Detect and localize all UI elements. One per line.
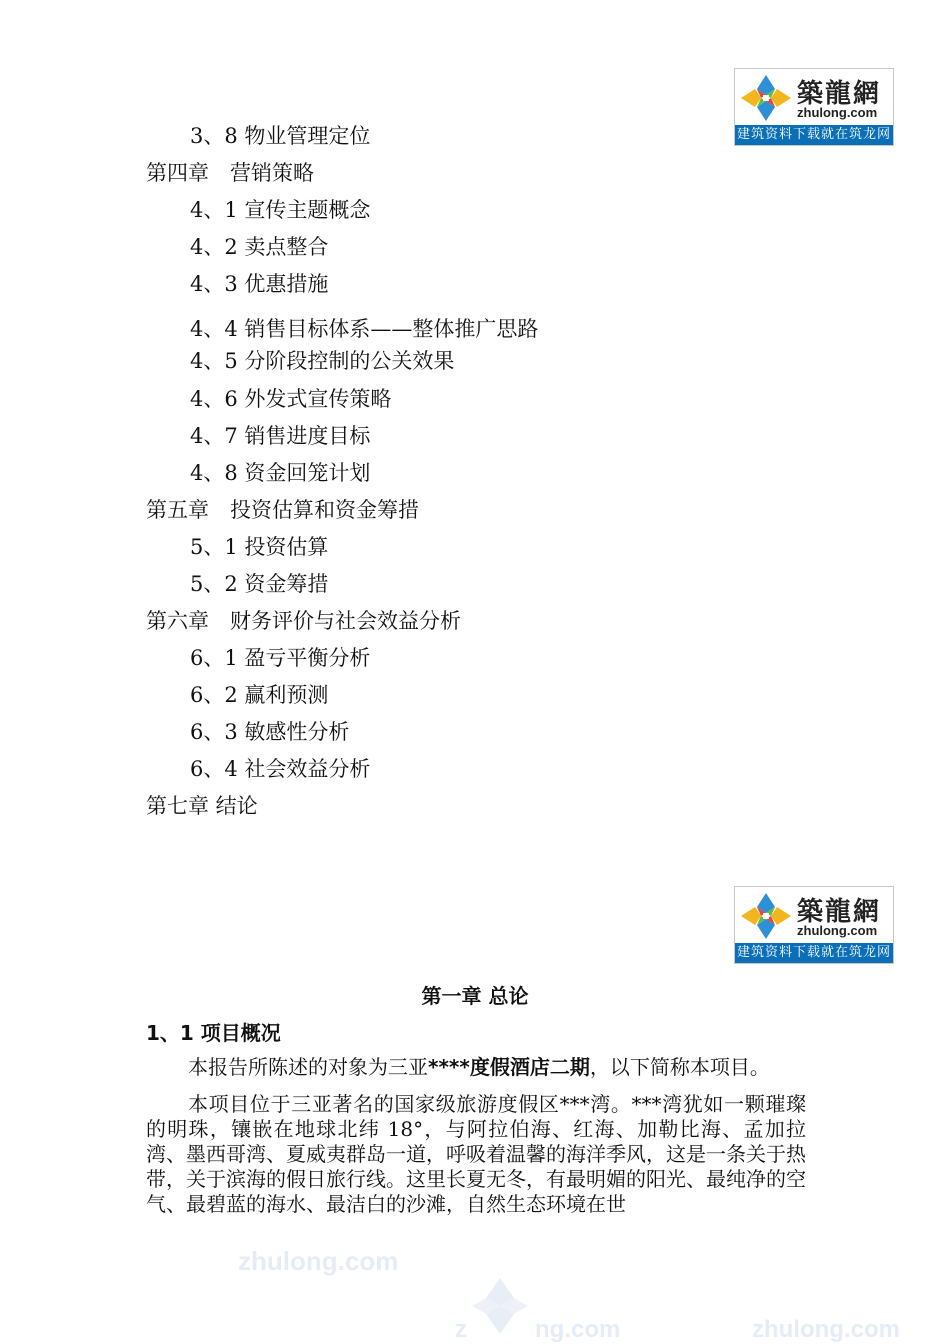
zhulong-logo-icon [739, 891, 793, 941]
logo-domain: zhulong.com [797, 923, 878, 938]
watermark-text-partial: ng.com [535, 1316, 621, 1343]
toc-entry: 4、7 销售进度目标 [190, 424, 371, 448]
zhulong-logo [734, 886, 894, 964]
paragraph-project-object [146, 1055, 806, 1080]
watermark-logo-icon [470, 1276, 530, 1336]
toc-chapter: 第五章 投资估算和资金筹措 [146, 498, 419, 522]
toc-entry: 4、2 卖点整合 [190, 235, 329, 259]
toc-entry: 6、1 盈亏平衡分析 [190, 646, 371, 670]
toc-chapter: 第七章 结论 [146, 794, 258, 818]
paragraph-text: 本报告所陈述的对象为三亚 [188, 1055, 428, 1079]
section-heading: 1、1 项目概况 [146, 1021, 281, 1045]
logo-domain: zhulong.com [797, 105, 878, 120]
toc-entry: 6、2 赢利预测 [190, 683, 329, 707]
toc-entry: 4、4 销售目标体系——整体推广思路 [190, 317, 539, 341]
toc-chapter: 第四章 营销策略 [146, 161, 314, 185]
paragraph-bold-text: ****度假酒店二期 [428, 1055, 590, 1079]
toc-chapter: 第六章 财务评价与社会效益分析 [146, 609, 461, 633]
zhulong-logo-icon [739, 73, 793, 123]
zhulong-logo [734, 68, 894, 146]
toc-entry: 5、2 资金筹措 [190, 572, 329, 596]
paragraph-text: ，以下简称本项目。 [589, 1055, 770, 1079]
watermark-text: zhulong.com [752, 1316, 900, 1343]
logo-chinese-name: 築龍網 [797, 79, 882, 109]
toc-entry: 4、1 宣传主题概念 [190, 198, 371, 222]
watermark-text: zhulong.com [238, 1246, 399, 1276]
toc-entry: 6、3 敏感性分析 [190, 720, 350, 744]
toc-entry: 4、3 优惠措施 [190, 272, 329, 296]
chapter-title: 第一章 总论 [421, 984, 529, 1008]
logo-chinese-name: 築龍網 [797, 897, 882, 927]
logo-tagline: 建筑资料下载就在筑龙网 [735, 943, 893, 963]
toc-entry: 6、4 社会效益分析 [190, 757, 371, 781]
paragraph-project-location: 本项目位于三亚著名的国家级旅游度假区***湾。***湾犹如一颗璀璨的明珠，镶嵌在地球北纬 18°，与阿拉伯海、红海、加勒比海、孟加拉湾、墨西哥湾、夏威夷群岛一道，呼吸着温馨的海洋季风，这是一条关于热带，关于滨海的假日旅行线。这里长夏无冬，有最明媚的阳光、最纯净的空气、最碧蓝的海水、最洁白的沙滩，自然生态环境在世 [146, 1092, 806, 1216]
toc-entry: 4、5 分阶段控制的公关效果 [190, 349, 455, 373]
toc-entry: 5、1 投资估算 [190, 535, 329, 559]
logo-tagline: 建筑资料下载就在筑龙网 [735, 125, 893, 145]
toc-entry: 3、8 物业管理定位 [190, 124, 371, 148]
toc-entry: 4、6 外发式宣传策略 [190, 387, 392, 411]
watermark-text-partial: z [455, 1316, 467, 1343]
toc-entry: 4、8 资金回笼计划 [190, 461, 371, 485]
